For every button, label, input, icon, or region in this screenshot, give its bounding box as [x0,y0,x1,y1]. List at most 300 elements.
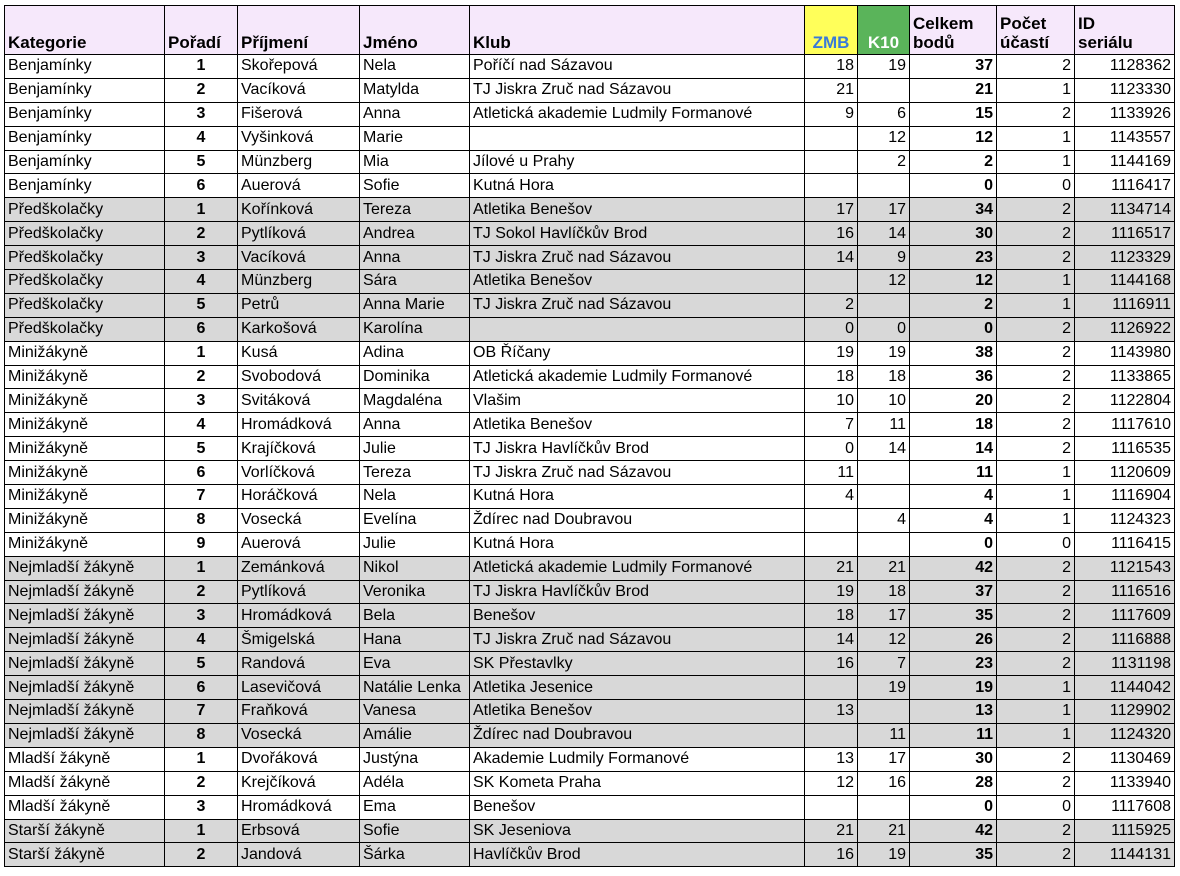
cell-poradi[interactable]: 9 [165,532,238,556]
cell-prijmeni[interactable]: Kusá [238,341,360,365]
cell-prijmeni[interactable]: Vosecká [238,723,360,747]
cell-k10[interactable]: 17 [858,747,910,771]
cell-id[interactable]: 1128362 [1075,55,1175,79]
cell-jmeno[interactable]: Nela [360,55,470,79]
cell-pocet[interactable]: 1 [997,700,1075,724]
col-header-k10[interactable]: K10 [858,6,910,55]
cell-zmb[interactable]: 4 [805,485,858,509]
cell-klub[interactable]: TJ Jiskra Zruč nad Sázavou [470,628,805,652]
cell-id[interactable]: 1124323 [1075,508,1175,532]
cell-prijmeni[interactable]: Münzberg [238,270,360,294]
cell-kategorie[interactable]: Benjamínky [5,55,165,79]
cell-celkem[interactable]: 35 [910,604,997,628]
cell-kategorie[interactable]: Minižákyně [5,461,165,485]
cell-jmeno[interactable]: Andrea [360,222,470,246]
cell-jmeno[interactable]: Šárka [360,843,470,867]
cell-klub[interactable]: Akademie Ludmily Formanové [470,747,805,771]
cell-id[interactable]: 1116415 [1075,532,1175,556]
cell-id[interactable]: 1126922 [1075,317,1175,341]
cell-poradi[interactable]: 3 [165,102,238,126]
cell-pocet[interactable]: 1 [997,485,1075,509]
cell-celkem[interactable]: 0 [910,532,997,556]
cell-poradi[interactable]: 6 [165,174,238,198]
cell-klub[interactable]: OB Říčany [470,341,805,365]
cell-poradi[interactable]: 4 [165,628,238,652]
cell-celkem[interactable]: 28 [910,771,997,795]
cell-pocet[interactable]: 2 [997,198,1075,222]
cell-jmeno[interactable]: Magdaléna [360,389,470,413]
cell-pocet[interactable]: 1 [997,508,1075,532]
cell-id[interactable]: 1144131 [1075,843,1175,867]
cell-klub[interactable]: SK Přestavlky [470,652,805,676]
cell-k10[interactable]: 9 [858,246,910,270]
cell-kategorie[interactable]: Minižákyně [5,341,165,365]
cell-k10[interactable]: 12 [858,126,910,150]
cell-zmb[interactable] [805,532,858,556]
cell-celkem[interactable]: 23 [910,246,997,270]
cell-pocet[interactable]: 1 [997,150,1075,174]
cell-kategorie[interactable]: Nejmladší žákyně [5,580,165,604]
cell-prijmeni[interactable]: Auerová [238,532,360,556]
cell-jmeno[interactable]: Sofie [360,819,470,843]
cell-id[interactable]: 1130469 [1075,747,1175,771]
cell-k10[interactable] [858,532,910,556]
cell-zmb[interactable] [805,150,858,174]
cell-kategorie[interactable]: Minižákyně [5,389,165,413]
cell-poradi[interactable]: 5 [165,150,238,174]
cell-jmeno[interactable]: Evelína [360,508,470,532]
cell-pocet[interactable]: 1 [997,676,1075,700]
cell-kategorie[interactable]: Nejmladší žákyně [5,604,165,628]
cell-id[interactable]: 1144169 [1075,150,1175,174]
cell-prijmeni[interactable]: Randová [238,652,360,676]
cell-jmeno[interactable]: Anna Marie [360,293,470,317]
cell-kategorie[interactable]: Předškolačky [5,222,165,246]
cell-kategorie[interactable]: Benjamínky [5,126,165,150]
cell-kategorie[interactable]: Mladší žákyně [5,795,165,819]
cell-prijmeni[interactable]: Jandová [238,843,360,867]
cell-id[interactable]: 1143557 [1075,126,1175,150]
cell-pocet[interactable]: 2 [997,55,1075,79]
cell-zmb[interactable]: 10 [805,389,858,413]
cell-klub[interactable]: TJ Jiskra Zruč nad Sázavou [470,78,805,102]
cell-zmb[interactable]: 13 [805,747,858,771]
col-header-celkem[interactable] [910,6,997,55]
cell-jmeno[interactable]: Natálie Lenka [360,676,470,700]
cell-prijmeni[interactable]: Zemánková [238,556,360,580]
cell-zmb[interactable]: 13 [805,700,858,724]
cell-prijmeni[interactable]: Karkošová [238,317,360,341]
cell-jmeno[interactable]: Nikol [360,556,470,580]
cell-prijmeni[interactable]: Erbsová [238,819,360,843]
cell-klub[interactable]: TJ Jiskra Havlíčkův Brod [470,580,805,604]
cell-pocet[interactable]: 2 [997,604,1075,628]
cell-prijmeni[interactable]: Hromádková [238,795,360,819]
cell-prijmeni[interactable]: Vacíková [238,78,360,102]
cell-id[interactable]: 1144168 [1075,270,1175,294]
cell-prijmeni[interactable]: Vorlíčková [238,461,360,485]
cell-zmb[interactable]: 18 [805,55,858,79]
cell-celkem[interactable]: 4 [910,485,997,509]
cell-pocet[interactable]: 1 [997,126,1075,150]
cell-klub[interactable]: Ždírec nad Doubravou [470,508,805,532]
cell-zmb[interactable] [805,126,858,150]
cell-kategorie[interactable]: Minižákyně [5,437,165,461]
cell-zmb[interactable]: 18 [805,604,858,628]
cell-k10[interactable]: 19 [858,341,910,365]
cell-prijmeni[interactable]: Vacíková [238,246,360,270]
cell-kategorie[interactable]: Minižákyně [5,532,165,556]
cell-celkem[interactable]: 14 [910,437,997,461]
cell-celkem[interactable]: 4 [910,508,997,532]
col-header-id[interactable] [1075,6,1175,55]
cell-zmb[interactable]: 11 [805,461,858,485]
cell-zmb[interactable]: 16 [805,222,858,246]
cell-zmb[interactable]: 19 [805,341,858,365]
cell-id[interactable]: 1117609 [1075,604,1175,628]
cell-kategorie[interactable]: Minižákyně [5,413,165,437]
cell-prijmeni[interactable]: Šmigelská [238,628,360,652]
cell-pocet[interactable]: 2 [997,556,1075,580]
cell-kategorie[interactable]: Benjamínky [5,78,165,102]
cell-kategorie[interactable]: Nejmladší žákyně [5,676,165,700]
cell-kategorie[interactable]: Nejmladší žákyně [5,652,165,676]
cell-zmb[interactable]: 21 [805,819,858,843]
cell-celkem[interactable]: 21 [910,78,997,102]
cell-jmeno[interactable]: Tereza [360,461,470,485]
cell-id[interactable]: 1134714 [1075,198,1175,222]
cell-celkem[interactable]: 12 [910,270,997,294]
cell-jmeno[interactable]: Dominika [360,365,470,389]
cell-poradi[interactable]: 1 [165,341,238,365]
cell-jmeno[interactable]: Justýna [360,747,470,771]
cell-k10[interactable] [858,78,910,102]
cell-poradi[interactable]: 1 [165,747,238,771]
cell-zmb[interactable]: 18 [805,365,858,389]
cell-prijmeni[interactable]: Münzberg [238,150,360,174]
cell-pocet[interactable]: 1 [997,293,1075,317]
cell-pocet[interactable]: 2 [997,843,1075,867]
cell-pocet[interactable]: 2 [997,222,1075,246]
cell-id[interactable]: 1133865 [1075,365,1175,389]
cell-kategorie[interactable]: Nejmladší žákyně [5,723,165,747]
cell-jmeno[interactable]: Amálie [360,723,470,747]
col-header-jmeno[interactable]: Jméno [360,6,470,55]
cell-jmeno[interactable]: Julie [360,437,470,461]
cell-kategorie[interactable]: Předškolačky [5,246,165,270]
cell-prijmeni[interactable]: Skořepová [238,55,360,79]
cell-prijmeni[interactable]: Fišerová [238,102,360,126]
cell-jmeno[interactable]: Bela [360,604,470,628]
cell-jmeno[interactable]: Vanesa [360,700,470,724]
cell-prijmeni[interactable]: Hromádková [238,604,360,628]
cell-k10[interactable] [858,700,910,724]
cell-jmeno[interactable]: Matylda [360,78,470,102]
cell-zmb[interactable] [805,795,858,819]
cell-pocet[interactable]: 0 [997,174,1075,198]
cell-jmeno[interactable]: Mia [360,150,470,174]
cell-k10[interactable]: 4 [858,508,910,532]
cell-prijmeni[interactable]: Hromádková [238,413,360,437]
cell-id[interactable]: 1143980 [1075,341,1175,365]
cell-klub[interactable]: Atletika Benešov [470,198,805,222]
cell-k10[interactable] [858,174,910,198]
cell-pocet[interactable]: 2 [997,341,1075,365]
cell-pocet[interactable]: 0 [997,795,1075,819]
cell-k10[interactable]: 18 [858,365,910,389]
cell-zmb[interactable]: 9 [805,102,858,126]
cell-jmeno[interactable]: Anna [360,246,470,270]
cell-celkem[interactable]: 42 [910,819,997,843]
cell-celkem[interactable]: 2 [910,293,997,317]
cell-k10[interactable]: 17 [858,198,910,222]
cell-id[interactable]: 1116904 [1075,485,1175,509]
cell-kategorie[interactable]: Benjamínky [5,150,165,174]
cell-zmb[interactable]: 21 [805,78,858,102]
cell-poradi[interactable]: 4 [165,413,238,437]
cell-id[interactable]: 1116516 [1075,580,1175,604]
cell-poradi[interactable]: 1 [165,556,238,580]
cell-celkem[interactable]: 0 [910,795,997,819]
cell-poradi[interactable]: 8 [165,723,238,747]
cell-kategorie[interactable]: Předškolačky [5,317,165,341]
cell-k10[interactable]: 12 [858,628,910,652]
cell-zmb[interactable] [805,270,858,294]
cell-klub[interactable]: Atletika Benešov [470,413,805,437]
cell-kategorie[interactable]: Nejmladší žákyně [5,556,165,580]
cell-poradi[interactable]: 3 [165,604,238,628]
cell-jmeno[interactable]: Nela [360,485,470,509]
cell-pocet[interactable]: 1 [997,461,1075,485]
cell-k10[interactable]: 16 [858,771,910,795]
cell-poradi[interactable]: 2 [165,78,238,102]
cell-k10[interactable]: 11 [858,723,910,747]
cell-jmeno[interactable]: Karolína [360,317,470,341]
cell-jmeno[interactable]: Julie [360,532,470,556]
cell-klub[interactable]: TJ Jiskra Zruč nad Sázavou [470,246,805,270]
cell-klub[interactable]: Poříčí nad Sázavou [470,55,805,79]
cell-zmb[interactable]: 16 [805,843,858,867]
cell-poradi[interactable]: 8 [165,508,238,532]
cell-klub[interactable]: SK Kometa Praha [470,771,805,795]
cell-klub[interactable]: Ždírec nad Doubravou [470,723,805,747]
cell-k10[interactable]: 19 [858,843,910,867]
cell-poradi[interactable]: 4 [165,126,238,150]
cell-prijmeni[interactable]: Fraňková [238,700,360,724]
col-header-klub[interactable]: Klub [470,6,805,55]
cell-jmeno[interactable]: Anna [360,413,470,437]
cell-id[interactable]: 1121543 [1075,556,1175,580]
cell-zmb[interactable]: 17 [805,198,858,222]
cell-kategorie[interactable]: Benjamínky [5,174,165,198]
cell-k10[interactable] [858,461,910,485]
cell-poradi[interactable]: 2 [165,771,238,795]
cell-celkem[interactable]: 35 [910,843,997,867]
cell-zmb[interactable]: 14 [805,628,858,652]
cell-klub[interactable]: Kutná Hora [470,532,805,556]
cell-pocet[interactable]: 2 [997,102,1075,126]
cell-zmb[interactable]: 0 [805,317,858,341]
cell-k10[interactable]: 21 [858,819,910,843]
cell-klub[interactable]: Benešov [470,795,805,819]
cell-klub[interactable] [470,317,805,341]
cell-celkem[interactable]: 18 [910,413,997,437]
cell-k10[interactable]: 12 [858,270,910,294]
cell-pocet[interactable]: 2 [997,580,1075,604]
cell-celkem[interactable]: 30 [910,222,997,246]
cell-zmb[interactable]: 12 [805,771,858,795]
cell-kategorie[interactable]: Mladší žákyně [5,771,165,795]
cell-zmb[interactable] [805,723,858,747]
cell-celkem[interactable]: 13 [910,700,997,724]
cell-celkem[interactable]: 30 [910,747,997,771]
cell-kategorie[interactable]: Předškolačky [5,293,165,317]
cell-id[interactable]: 1116517 [1075,222,1175,246]
col-header-zmb[interactable]: ZMB [805,6,858,55]
cell-pocet[interactable]: 2 [997,628,1075,652]
cell-k10[interactable]: 14 [858,222,910,246]
cell-prijmeni[interactable]: Krajíčková [238,437,360,461]
cell-id[interactable]: 1144042 [1075,676,1175,700]
cell-kategorie[interactable]: Minižákyně [5,365,165,389]
cell-zmb[interactable] [805,508,858,532]
cell-kategorie[interactable]: Starší žákyně [5,819,165,843]
cell-k10[interactable] [858,795,910,819]
cell-poradi[interactable]: 5 [165,652,238,676]
cell-jmeno[interactable]: Adéla [360,771,470,795]
col-header-pocet[interactable] [997,6,1075,55]
cell-poradi[interactable]: 5 [165,437,238,461]
cell-kategorie[interactable]: Mladší žákyně [5,747,165,771]
cell-celkem[interactable]: 12 [910,126,997,150]
cell-k10[interactable]: 19 [858,55,910,79]
cell-celkem[interactable]: 0 [910,317,997,341]
cell-klub[interactable]: Benešov [470,604,805,628]
cell-celkem[interactable]: 20 [910,389,997,413]
cell-pocet[interactable]: 2 [997,819,1075,843]
cell-kategorie[interactable]: Benjamínky [5,102,165,126]
cell-klub[interactable]: Atletická akademie Ludmily Formanové [470,102,805,126]
cell-zmb[interactable]: 7 [805,413,858,437]
cell-celkem[interactable]: 11 [910,723,997,747]
cell-zmb[interactable]: 19 [805,580,858,604]
cell-k10[interactable]: 0 [858,317,910,341]
cell-prijmeni[interactable]: Vosecká [238,508,360,532]
cell-kategorie[interactable]: Předškolačky [5,198,165,222]
cell-k10[interactable]: 21 [858,556,910,580]
cell-pocet[interactable]: 2 [997,747,1075,771]
cell-k10[interactable] [858,485,910,509]
cell-pocet[interactable]: 2 [997,437,1075,461]
cell-id[interactable]: 1131198 [1075,652,1175,676]
cell-jmeno[interactable]: Veronika [360,580,470,604]
cell-prijmeni[interactable]: Pytlíková [238,580,360,604]
cell-celkem[interactable]: 26 [910,628,997,652]
cell-id[interactable]: 1122804 [1075,389,1175,413]
cell-kategorie[interactable]: Nejmladší žákyně [5,700,165,724]
cell-k10[interactable]: 7 [858,652,910,676]
cell-jmeno[interactable]: Marie [360,126,470,150]
cell-poradi[interactable]: 3 [165,389,238,413]
cell-prijmeni[interactable]: Dvořáková [238,747,360,771]
cell-prijmeni[interactable]: Vyšinková [238,126,360,150]
cell-jmeno[interactable]: Eva [360,652,470,676]
cell-klub[interactable]: Kutná Hora [470,485,805,509]
cell-poradi[interactable]: 2 [165,222,238,246]
cell-poradi[interactable]: 1 [165,819,238,843]
cell-celkem[interactable]: 42 [910,556,997,580]
cell-id[interactable]: 1117610 [1075,413,1175,437]
cell-pocet[interactable]: 2 [997,413,1075,437]
cell-poradi[interactable]: 2 [165,580,238,604]
cell-klub[interactable]: SK Jeseniova [470,819,805,843]
cell-klub[interactable]: Atletická akademie Ludmily Formanové [470,556,805,580]
col-header-poradi[interactable]: Pořadí [165,6,238,55]
cell-k10[interactable]: 11 [858,413,910,437]
cell-klub[interactable]: Havlíčkův Brod [470,843,805,867]
cell-celkem[interactable]: 11 [910,461,997,485]
cell-kategorie[interactable]: Nejmladší žákyně [5,628,165,652]
cell-prijmeni[interactable]: Kořínková [238,198,360,222]
col-header-kategorie[interactable]: Kategorie [5,6,165,55]
cell-k10[interactable]: 14 [858,437,910,461]
cell-poradi[interactable]: 2 [165,843,238,867]
cell-klub[interactable]: TJ Jiskra Zruč nad Sázavou [470,293,805,317]
cell-zmb[interactable]: 14 [805,246,858,270]
cell-jmeno[interactable]: Ema [360,795,470,819]
cell-jmeno[interactable]: Anna [360,102,470,126]
cell-k10[interactable]: 18 [858,580,910,604]
cell-klub[interactable]: Jílové u Prahy [470,150,805,174]
cell-celkem[interactable]: 19 [910,676,997,700]
cell-celkem[interactable]: 2 [910,150,997,174]
cell-id[interactable]: 1120609 [1075,461,1175,485]
cell-celkem[interactable]: 38 [910,341,997,365]
cell-klub[interactable]: TJ Sokol Havlíčkův Brod [470,222,805,246]
cell-klub[interactable]: Atletika Jesenice [470,676,805,700]
cell-jmeno[interactable]: Adina [360,341,470,365]
cell-celkem[interactable]: 23 [910,652,997,676]
cell-klub[interactable]: Vlašim [470,389,805,413]
cell-id[interactable]: 1115925 [1075,819,1175,843]
cell-k10[interactable]: 2 [858,150,910,174]
cell-k10[interactable]: 6 [858,102,910,126]
cell-pocet[interactable]: 2 [997,246,1075,270]
cell-kategorie[interactable]: Předškolačky [5,270,165,294]
cell-jmeno[interactable]: Sofie [360,174,470,198]
cell-jmeno[interactable]: Hana [360,628,470,652]
cell-kategorie[interactable]: Starší žákyně [5,843,165,867]
cell-zmb[interactable] [805,174,858,198]
cell-id[interactable]: 1117608 [1075,795,1175,819]
cell-k10[interactable]: 19 [858,676,910,700]
cell-klub[interactable]: Atletická akademie Ludmily Formanové [470,365,805,389]
cell-k10[interactable]: 17 [858,604,910,628]
cell-pocet[interactable]: 1 [997,723,1075,747]
cell-celkem[interactable]: 37 [910,55,997,79]
cell-celkem[interactable]: 37 [910,580,997,604]
cell-pocet[interactable]: 1 [997,78,1075,102]
cell-klub[interactable] [470,126,805,150]
cell-poradi[interactable]: 7 [165,700,238,724]
cell-poradi[interactable]: 6 [165,461,238,485]
cell-celkem[interactable]: 0 [910,174,997,198]
cell-poradi[interactable]: 5 [165,293,238,317]
cell-poradi[interactable]: 3 [165,246,238,270]
cell-poradi[interactable]: 6 [165,317,238,341]
cell-prijmeni[interactable]: Auerová [238,174,360,198]
cell-klub[interactable]: TJ Jiskra Havlíčkův Brod [470,437,805,461]
